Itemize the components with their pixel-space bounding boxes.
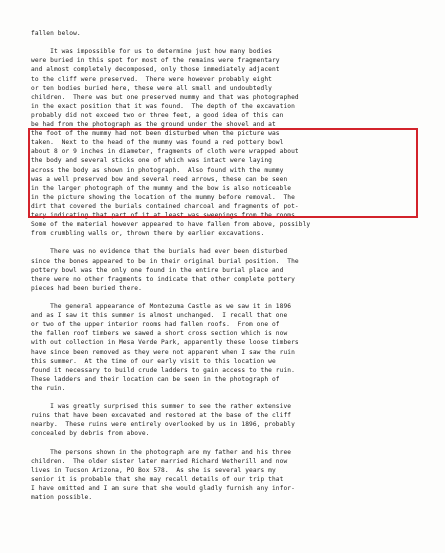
text-line: be had from the photograph as the ground under the shovel and at bbox=[31, 121, 276, 128]
text-line: It was impossible for us to determine just how many bodies bbox=[31, 48, 272, 56]
text-line: across the body as shown in photograph. Also found with the mummy bbox=[31, 166, 284, 174]
text-line: the ruin. bbox=[31, 384, 66, 392]
text-line: dirt that covered the burials contained charcoal and fragments of pot- bbox=[31, 202, 299, 210]
text-line: this summer. At the time of our early visit to this location we bbox=[31, 357, 276, 365]
text-line: probably did not exceed two or three feet, a good idea of this can bbox=[31, 111, 284, 119]
text-line: tery indicating that part of it at least was sweepings from the rooms. bbox=[31, 212, 299, 219]
text-line: concealed by debris from above. bbox=[31, 430, 150, 438]
text-line: the fallen roof timbers we sawed a short cross section which is now bbox=[31, 330, 288, 338]
text-line: I was greatly surprised this summer to see the rather extensive bbox=[31, 403, 292, 411]
text-line: with out collection in Mesa Verde Park, apparently these loose timbers bbox=[31, 339, 299, 347]
text-line: senior it is probable that she may recall details of our trip that bbox=[31, 475, 284, 483]
text-line: there were no other fragments to indicate that other complete pottery bbox=[31, 275, 295, 283]
text-line: children. The older sister later married Richard Wetherill and now bbox=[31, 457, 288, 465]
text-line: taken. Next to the head of the mummy was found a red pottery bowl bbox=[31, 139, 284, 147]
text-line: children. There was but one preserved mummy and that was photographed bbox=[31, 93, 299, 101]
text-line: Some of the material however appeared to have fallen from above, possibly bbox=[31, 221, 311, 229]
text-line: pieces had been buried there. bbox=[31, 284, 142, 292]
highlight-box bbox=[28, 128, 418, 218]
text-line: found it necessary to build crude ladders to gain access to the ruin. bbox=[31, 366, 295, 374]
text-line: in the larger photograph of the mummy and the bow is also noticeable bbox=[31, 184, 292, 192]
text-line: the foot of the mummy had not been disturbed when the picture was bbox=[31, 130, 280, 138]
text-line: ruins that have been excavated and restored at the base of the cliff bbox=[31, 412, 292, 420]
text-line: from crumbling walls or, thrown there by earlier excavations. bbox=[31, 230, 265, 238]
text-line: in the exact position that it was found. The depth of the excavation bbox=[31, 102, 295, 110]
text-line: lives in Tucson Arizona, PO Box 578. As she is several years my bbox=[31, 466, 276, 474]
text-line: the body and several sticks one of which was intact were laying bbox=[31, 157, 272, 165]
text-line: There was no evidence that the burials had ever been disturbed bbox=[31, 248, 288, 256]
text-line: and almost completely decomposed, only those immediately adjacent bbox=[31, 66, 280, 74]
text-line: pottery bowl was the only one found in the entire burial place and bbox=[31, 266, 284, 274]
text-line: fallen below. bbox=[31, 30, 81, 37]
text-line: The general appearance of Montezuma Castle as we saw it in 1896 bbox=[31, 303, 292, 310]
text-line: or two of the upper interior rooms had fallen roofs. From one of bbox=[31, 321, 280, 329]
text-line: These ladders and their location can be seen in the photograph of bbox=[31, 375, 280, 383]
text-line: to the cliff were preserved. There were however probably eight bbox=[31, 75, 272, 83]
text-line: The persons shown in the photograph are my father and his three bbox=[31, 448, 292, 456]
text-line: since the bones appeared to be in their original burial position. The bbox=[31, 257, 299, 265]
text-line: and as I saw it this summer is almost unchanged. I recall that one bbox=[31, 312, 288, 320]
text-line: or ten bodies buried here, these were all small and undoubtedly bbox=[31, 84, 272, 92]
text-line: was a well preserved bow and several reed arrows, these can be seen bbox=[31, 175, 288, 183]
text-line: nearby. These ruins were entirely overlooked by us in 1896, probably bbox=[31, 421, 295, 429]
text-line: in the picture showing the location of the mummy before removal. The bbox=[31, 193, 295, 201]
text-line: I have omitted and I am sure that she would gladly furnish any infor- bbox=[31, 485, 295, 492]
text-line: have since been removed as they were not apparent when I saw the ruin bbox=[31, 348, 295, 356]
text-line: mation possible. bbox=[31, 494, 93, 502]
text-line: were buried in this spot for most of the remains were fragmentary bbox=[31, 57, 280, 65]
text-line: about 8 or 9 inches in diameter, fragments of cloth were wrapped about bbox=[31, 148, 299, 156]
